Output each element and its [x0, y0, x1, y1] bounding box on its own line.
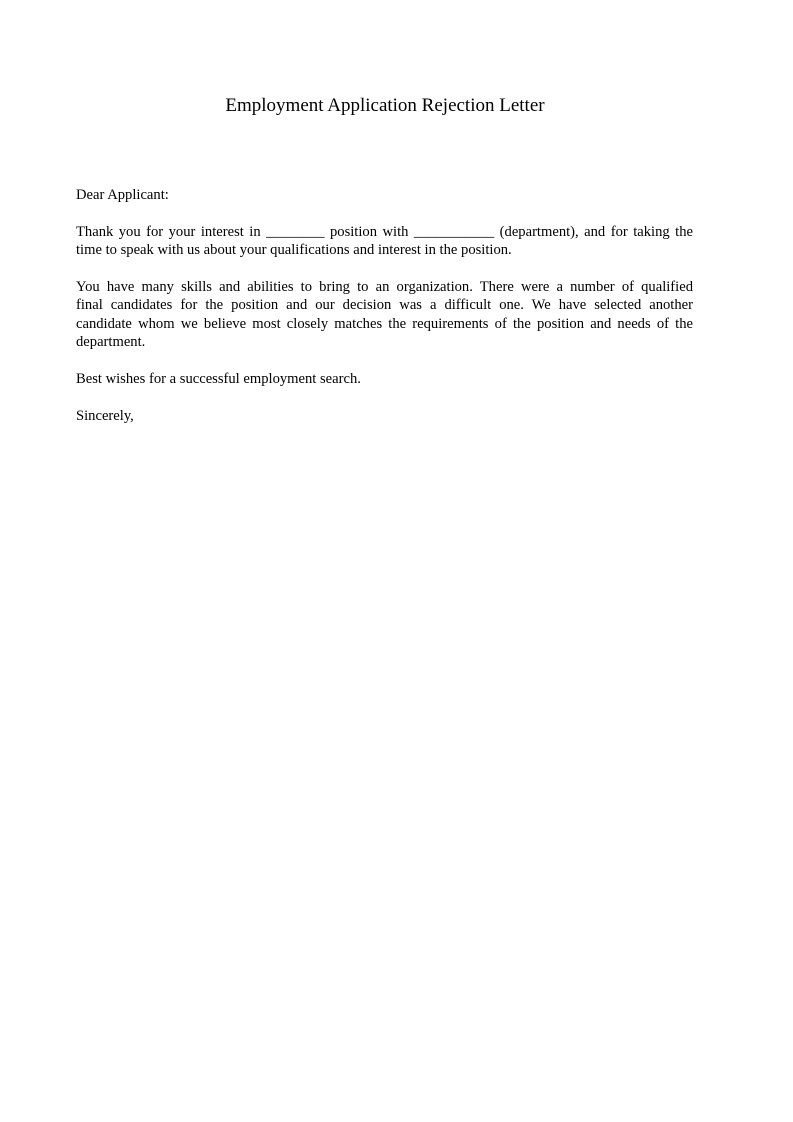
closing: Sincerely, — [76, 407, 134, 424]
paragraph-decision — [76, 278, 693, 352]
letter-body — [76, 186, 693, 444]
salutation: Dear Applicant: — [76, 187, 169, 203]
paragraph-decision-line-4: department. — [76, 334, 146, 351]
letter-title: Employment Application Rejection Letter — [225, 95, 545, 116]
paragraph-decision-line-1: You have many skills and abilities to bring to an organization. There were a number of qualified — [76, 279, 693, 295]
paragraph-decision-line-2: final candidates for the position and our decision was a difficult one. We have selected another — [76, 297, 693, 314]
paragraph-interest-line-2: time to speak with us about your qualifications and interest in the position. — [76, 242, 512, 259]
paragraph-interest-line-1: Thank you for your interest in ________ position with ___________ (department), and for taking the — [76, 223, 693, 240]
paragraph-interest — [76, 223, 693, 260]
paragraph-decision-line-3: candidate whom we believe most closely matches the requirements of the position and needs of the — [76, 315, 693, 332]
best-wishes: Best wishes for a successful employment search. — [76, 371, 361, 388]
